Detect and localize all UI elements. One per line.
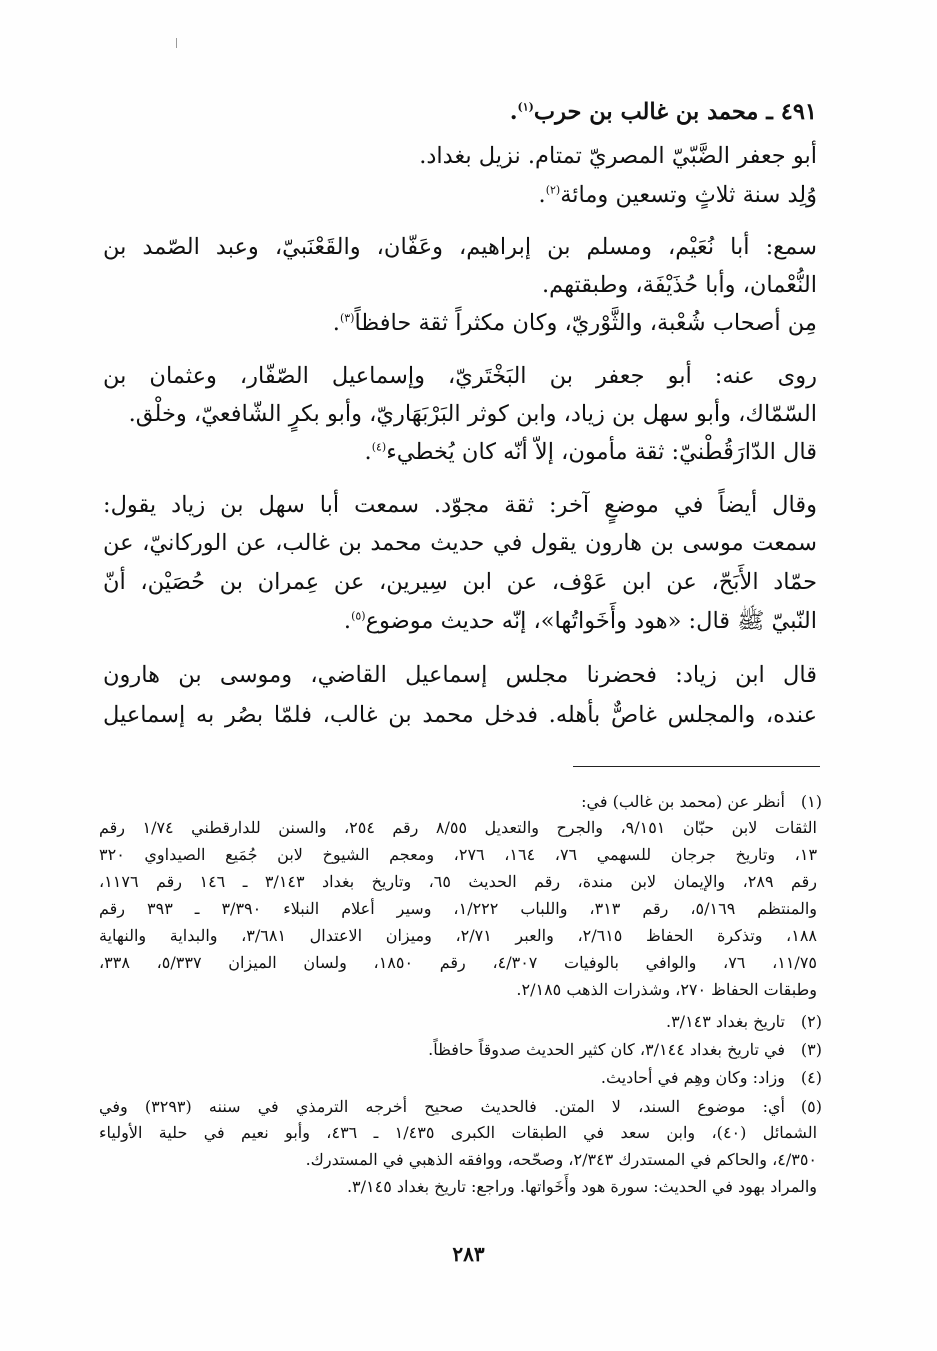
body-line: عنده، والمجلس غاصٌّ بأهله. فدخل محمد بن غالب، فلمّا بصُر به إسماعيل xyxy=(103,702,817,728)
footnote-ref-1: (١) xyxy=(517,100,534,114)
footnote-ref-4: (٤) xyxy=(371,440,387,454)
body-period: . xyxy=(332,310,340,336)
footnote-line: تاريخ بغداد ٣/١٤٣. xyxy=(665,1012,785,1031)
footnote-number: (١) xyxy=(800,792,822,811)
body-line xyxy=(103,308,817,338)
body-period: . xyxy=(538,182,546,208)
body-line: قال ابن زياد: فحضرنا مجلس إسماعيل القاضي، وموسى بن هارون xyxy=(103,662,817,688)
footnote-number: (٢) xyxy=(800,1012,822,1031)
footnote-line: ١٣، وتاريخ جرجان للسهمي ٧٦، ١٦٤، ٢٧٦، ومعجم الشيوخ لابن جُمَيع الصيداوي ٣٢٠ xyxy=(99,845,818,864)
body-line xyxy=(103,606,817,636)
body-text: مِن أصحاب شُعْبة، والثَّوْريّ، وكان مكثراً ثقة حافظاً xyxy=(354,310,817,336)
body-line: النُّعْمان، وأبا حُذَيْفَة، وطبقتهم. xyxy=(541,272,817,298)
body-period: . xyxy=(364,439,372,465)
footnote-line: الشمائل (٤٠)، وابن سعد في الطبقات الكبرى ١/٤٣٥ ـ ٤٣٦، وأبو نعيم في حلية الأولياء xyxy=(99,1123,818,1142)
footnote-line: في تاريخ بغداد ٣/١٤٤، كان كثير الحديث صدوقاً حافظاً. xyxy=(428,1040,785,1059)
footnote-ref-2: (٢) xyxy=(545,183,561,197)
footnote-line: أنظر عن (محمد بن غالب) في: xyxy=(581,792,785,811)
body-line: سمعت موسى بن هارون يقول في حديث محمد بن غالب، عن الوركانيّ، عن xyxy=(103,530,817,556)
body-period: . xyxy=(343,608,352,634)
footnote-line: ٤/٣٥٠، والحاكم في المستدرك ٢/٣٤٣، وصحّحه، ووافقه الذهبي في المستدرك. xyxy=(305,1150,817,1169)
body-line: روى عنه: أبو جعفر بن البَخْتَريّ، وإسماعيل الصّفّار، وعثمان بن xyxy=(103,363,817,389)
entry-heading-text: ٤٩١ ـ محمد بن غالب بن حرب xyxy=(533,99,817,125)
body-text: قال الدّارَقُطْنيّ: ثقة مأمون، إلاّ أنّه كان يُخطيء xyxy=(386,439,817,465)
body-text: النّبيّ ﷺ قال: «هود وأَخَواتُها»، إنّه حديث موضوع xyxy=(365,608,817,634)
footnote-line: وزاد: وكان وهِم في أحاديث. xyxy=(600,1068,785,1087)
body-line: أبو جعفر الضَّبّيّ المصريّ تمتام. نزيل بغداد. xyxy=(419,143,817,169)
footnote-line: وطبقات الحفاظ ٢٧٠، وشذرات الذهب ٢/١٨٥. xyxy=(516,980,817,999)
body-line: حمّاد الأَبَحّ، عن ابن عَوْف، عن ابن سِيرين، عن عِمران بن حُصَيْن، أنّ xyxy=(103,569,817,595)
footnote-number: (٥) xyxy=(800,1097,822,1116)
entry-heading xyxy=(103,97,817,127)
footnote-ref-3: (٣) xyxy=(339,311,355,325)
body-text: وُلِد سنة ثلاثٍ وتسعين ومائة xyxy=(560,182,817,208)
body-line xyxy=(103,180,817,210)
footnote-line: الثقات لابن حبّان ٩/١٥١، والجرح والتعديل ٨/٥٥ رقم ٢٥٤، والسنن للدارقطني ١/٧٤ رقم xyxy=(99,818,818,837)
body-line: سمع: أبا نُعَيْم، ومسلم بن إبراهيم، وعَفّان، والقَعْنَبيّ، وعبد الصّمد بن xyxy=(103,234,817,260)
scan-speck xyxy=(176,38,177,48)
footnote-line: أي: موضوع السند، لا المتن. فالحديث صحيح أخرجه الترمذي في سننه (٣٢٩٣) وفي xyxy=(99,1097,785,1116)
page-number: ٢٨٣ xyxy=(452,1242,485,1266)
footnote-separator xyxy=(573,766,820,767)
footnote-line: والمنتظم ٥/١٦٩، رقم ٣١٣، واللباب ١/٢٢٢، وسير أعلام النبلاء ٣/٣٩٠ ـ ٣٩٣ رقم xyxy=(99,899,818,918)
body-line: السّمّاك، وأبو سهل بن زياد، وابن كوثر البَرْبَهَاريّ، وأبو بكرٍ الشّافعيّ، وخلْق. xyxy=(128,401,817,427)
body-line xyxy=(103,437,817,467)
footnote-line: رقم ٢٨٩، والإيمان لابن مندة، رقم الحديث ٦٥، وتاريخ بغداد ٣/١٤٣ ـ ١٤٦ رقم ١١٧٦، xyxy=(99,872,818,891)
footnote-number: (٤) xyxy=(800,1068,822,1087)
footnote-number: (٣) xyxy=(800,1040,822,1059)
footnote-line: ١١/٧٥، ٧٦، والوافي بالوفيات ٤/٣٠٧، رقم ١٨٥٠، ولسان الميزان ٥/٣٣٧، ٣٣٨، xyxy=(99,953,817,972)
body-line: وقال أيضاً في موضعٍ آخر: ثقة مجوّد. سمعت أبا سهل بن زياد يقول: xyxy=(103,492,817,518)
footnote-line: ١٨٨، وتذكرة الحفاظ ٢/٦١٥، والعبر ٢/٧١، وميزان الاعتدال ٣/٦٨١، والبداية والنهاية xyxy=(99,926,817,945)
footnote-line: والمراد بهود في الحديث: سورة هود وأَخَواتها. وراجع: تاريخ بغداد ٣/١٤٥. xyxy=(346,1177,817,1196)
footnote-ref-5: (٥) xyxy=(351,609,366,623)
entry-heading-period: . xyxy=(509,99,518,125)
